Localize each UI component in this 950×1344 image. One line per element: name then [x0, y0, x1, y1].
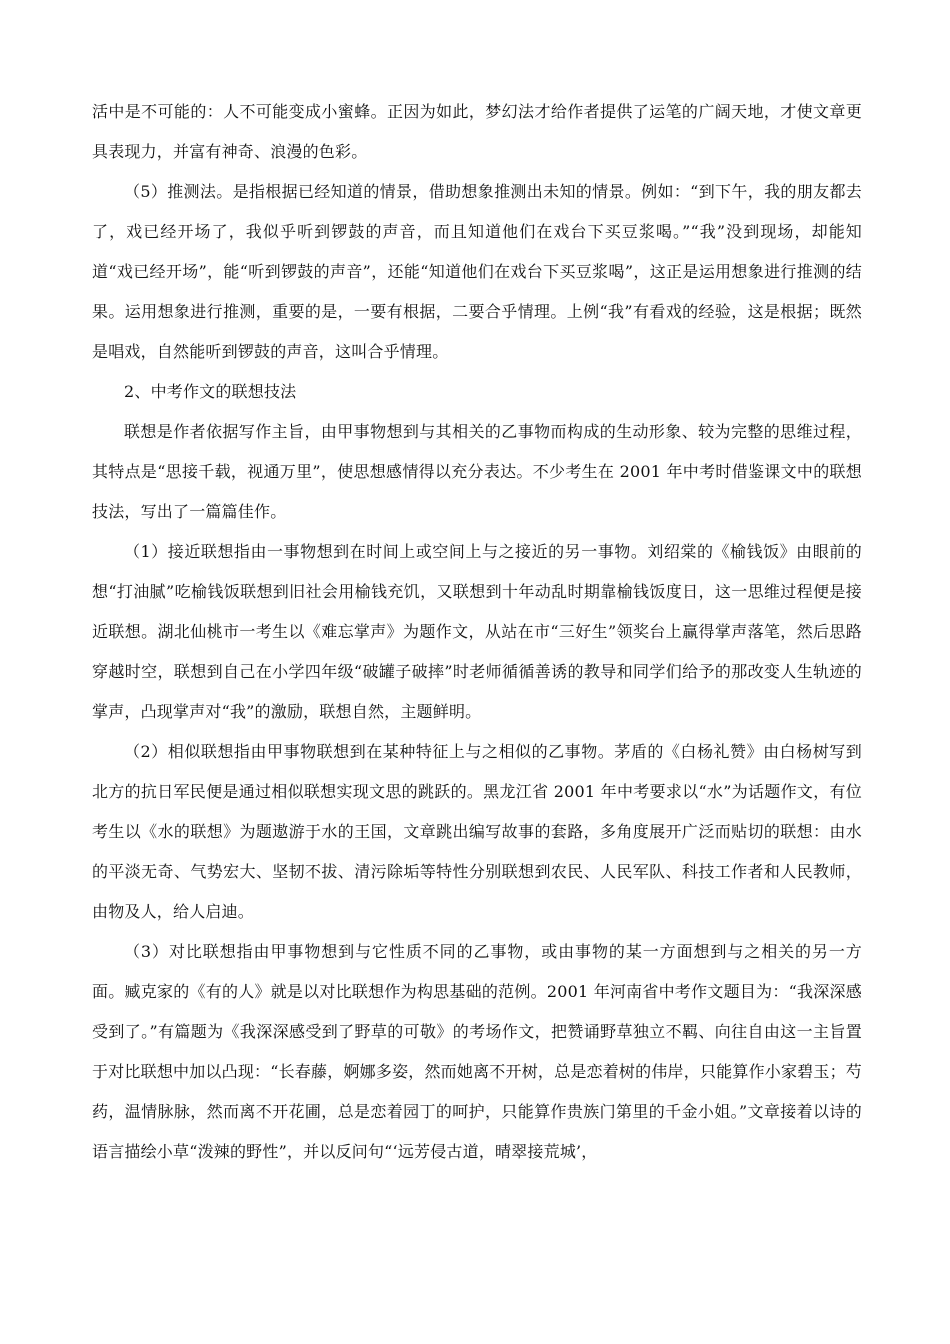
section-heading-association: 2、中考作文的联想技法 [124, 382, 297, 401]
paragraph-proximity-association: （1）接近联想指由一事物想到在时间上或空间上与之接近的另一事物。刘绍棠的《榆钱饭》由眼前的想“打油腻”吃榆钱饭联想到旧社会用榆钱充饥，又联想到十年动乱时期靠榆钱饭度日，这一思维过程便是接近联想。湖北仙桃市一考生以《难忘掌声》为题作文，从站在市“三好生”领奖台上赢得掌声落笔，然后思路穿越时空，联想到自己在小学四年级“破罐子破摔”时老师循循善诱的教导和同学们给予的那改变人生轨迹的掌声，凸现掌声对“我”的激励，联想自然，主题鲜明。 [92, 542, 862, 721]
paragraph-contrast-association: （3）对比联想指由甲事物想到与它性质不同的乙事物，或由事物的某一方面想到与之相关的另一方面。臧克家的《有的人》就是以对比联想作为构思基础的范例。2001 年河南省中考作文题目为：“我深深感受到了。”有篇题为《我深深感受到了野草的可敬》的考场作文，把赞诵野草独立不羁、向往自由这一主旨置于对比联想中加以凸现：“长春藤，婀娜多姿，然而她离不开树，总是恋着树的伟岸，只能算作小家碧玉；芍药，温情脉脉，然而离不开花圃，总是恋着园丁的呵护，只能算作贵族门第里的千金小姐。”文章接着以诗的语言描绘小草“泼辣的野性”，并以反问句“‘远芳侵古道，晴翠接荒城’， [92, 942, 862, 1161]
paragraph-inference-method: （5）推测法。是指根据已经知道的情景，借助想象推测出未知的情景。例如：“到下午，我的朋友都去了，戏已经开场了，我似乎听到锣鼓的声音，而且知道他们在戏台下买豆浆喝。”“我”没到现场，却能知道“戏已经开场”，能“听到锣鼓的声音”，还能“知道他们在戏台下买豆浆喝”，这正是运用想象进行推测的结果。运用想象进行推测，重要的是，一要有根据，二要合乎情理。上例“我”有看戏的经验，这是根据；既然是唱戏，自然能听到锣鼓的声音，这叫合乎情理。 [92, 182, 862, 361]
paragraph-association-intro: 联想是作者依据写作主旨，由甲事物想到与其相关的乙事物而构成的生动形象、较为完整的思维过程，其特点是“思接千载，视通万里”，使思想感情得以充分表达。不少考生在 2001 年中考时借鉴课文中的联想技法，写出了一篇篇佳作。 [92, 422, 862, 521]
paragraph-similarity-association: （2）相似联想指由甲事物联想到在某种特征上与之相似的乙事物。茅盾的《白杨礼赞》由白杨树写到北方的抗日军民便是通过相似联想实现文思的跳跃的。黑龙江省 2001 年中考要求以“水”为话题作文，有位考生以《水的联想》为题遨游于水的王国，文章跳出编写故事的套路，多角度展开广泛而贴切的联想：由水的平淡无奇、气势宏大、坚韧不拔、清污除垢等特性分别联想到农民、人民军队、科技工作者和人民教师，由物及人，给人启迪。 [92, 742, 862, 921]
document-body [92, 92, 862, 1172]
paragraph-dream-method-end: 活中是不可能的：人不可能变成小蜜蜂。正因为如此，梦幻法才给作者提供了运笔的广阔天地，才使文章更具表现力，并富有神奇、浪漫的色彩。 [92, 102, 862, 161]
